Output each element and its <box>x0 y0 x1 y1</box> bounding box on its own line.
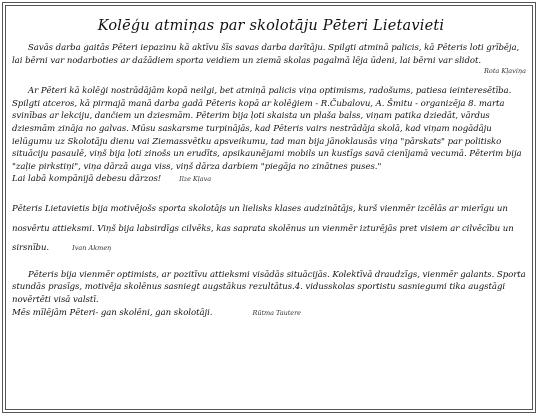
memory-3 <box>12 196 530 255</box>
page-title: Kolēģu atmiņas par skolotāju Pēteri Lietavieti <box>97 18 445 34</box>
memorial-page <box>12 10 530 408</box>
memory-text: Pēteris Lietavietis bija motivējošs sporta skolotājs un lielisks klases audzinātājs, kurš vienmēr izcēlās ar mierīgu un nosvērtu attieksmi. Viņš bija labsirdīgs cilvēks, kas saprata skolēnus un vienmēr izturējās pret visiem ar cilvēcību un sirsnību. <box>12 203 514 254</box>
memory-text: Ar Pēteri kā kolēģi nostrādājām kopā neilgi, bet atmiņā palicis viņa optimisms, radošums, patiesa ieinteresētība. Spilgti atceros, kā pirmajā manā darba gadā Pēteris kopā ar kolēģiem - R.Čubalovu, A. Šmitu - organizēja 8. marta svinības ar lekciju, dančiem un dziesmām. Pēterim bija ļoti skaista un plaša balss, viņam patika dziedāt, vārdus dziesmām zināja no galvas. Mūsu saskarsme turpinājās, kad Pēteris vairs nestrādāja skolā, kad viņam nogādāju ielūgumu uz Skolotāju dienu vai Ziemassvētku apsveikumu, tad man bija jānoklausās viņa "pārskats" par politisko situāciju pasaulē, viņš bija ļoti zinošs un erudīts, apsikaunējami mobils un kustīgs savā cienījamā vecumā. Pēterim bija "zaļie pirkstiņi", viņa dārzā auga viss, viņš dārza darbiem "piegāja no zinātnes puses." <box>12 86 522 172</box>
memory-text: Pēteris bija vienmēr optimists, ar pozitīvu attieksmi visādās situācijās. Kolektīvā draudzīgs, vienmēr galants. Sporta stundās prasīgs, motivēja skolēnus sasniegt augstākus rezultātus.4. vidusskolas sportistu sasniegumi tika augstāgi novērtēti visā valstī. <box>12 269 526 305</box>
memory-author: Ilze Kļava <box>179 175 212 184</box>
memory-closing-line <box>12 307 530 320</box>
memory-text: Savās darba gaitās Pēteri iepazinu kā aktīvu šīs savas darba darītāju. Spilgti atminā palicis, kā Pēteris loti grībēja, lai bērni var nodarboties ar dažādiem sporta veidiem un ziemā skolas pagalmā lēja ūdeni, lai bērni var slidot. <box>12 43 520 66</box>
memory-closing: Mēs mīlējām Pēteri- gan skolēni, gan skolotāji. <box>12 307 213 318</box>
memory-author: Rūtma Tautere <box>252 308 301 317</box>
memory-author: Rota Kļaviņa <box>484 67 526 76</box>
memory-closing: Lai labā kompānijā debesu dārzos! <box>12 174 162 185</box>
memory-4 <box>12 269 530 319</box>
memory-author: Ivan Akmeņ <box>72 244 112 253</box>
memory-closing-line <box>12 173 530 186</box>
memory-1 <box>12 42 530 76</box>
memory-2 <box>12 85 530 186</box>
